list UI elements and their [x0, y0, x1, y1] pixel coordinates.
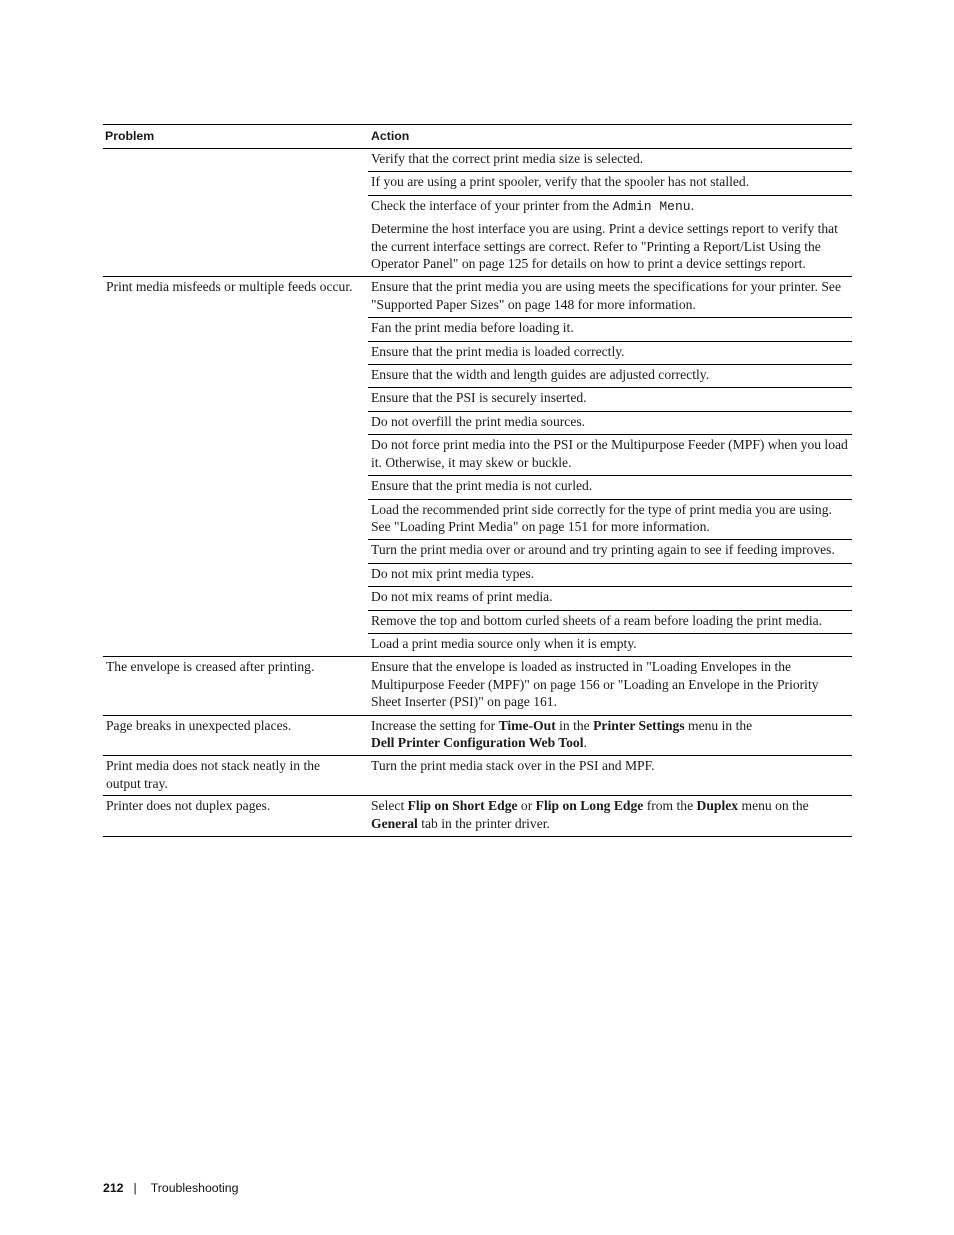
action-text: Check the interface of your printer from the — [371, 197, 613, 213]
action-item: Load the recommended print side correctly for the type of print media you are using. See "Loading Print Media" on page 151 for more information. — [368, 500, 852, 541]
menu-name: Duplex — [696, 798, 739, 814]
actions-cell — [368, 149, 852, 276]
actions-cell — [368, 716, 852, 756]
action-item: Ensure that the print media you are using meets the specifications for your printer. See "Supported Paper Sizes" on page 148 for more information. — [368, 277, 852, 318]
action-item: Remove the top and bottom curled sheets of a ream before loading the print media. — [368, 611, 852, 634]
actions-cell — [368, 657, 852, 714]
action-item — [368, 796, 852, 836]
problem-cell — [103, 149, 368, 276]
action-text: or — [517, 798, 536, 814]
action-item: Do not force print media into the PSI or the Multipurpose Feeder (MPF) when you load it. Otherwise, it may skew or buckle. — [368, 435, 852, 476]
actions-cell — [368, 277, 852, 656]
action-item — [368, 196, 852, 219]
tab-name: General — [371, 815, 418, 831]
action-item: Ensure that the width and length guides are adjusted correctly. — [368, 365, 852, 388]
action-item: Do not mix reams of print media. — [368, 587, 852, 610]
action-text: . — [583, 734, 587, 750]
action-text: in the — [555, 717, 594, 733]
action-item: Verify that the correct print media size is selected. — [368, 149, 852, 172]
menu-name: Printer Settings — [593, 717, 685, 733]
footer-separator: | — [133, 1181, 137, 1195]
troubleshooting-table — [103, 124, 852, 837]
option-name: Flip on Long Edge — [535, 798, 644, 814]
table-row — [103, 716, 852, 757]
action-item: Turn the print media over or around and try printing again to see if feeding improves. — [368, 540, 852, 563]
action-text: from the — [643, 798, 697, 814]
action-item: Do not mix print media types. — [368, 564, 852, 587]
action-item — [368, 716, 852, 756]
action-text: menu in the — [684, 717, 753, 733]
table-row — [103, 796, 852, 837]
actions-cell — [368, 796, 852, 836]
tool-name: Dell Printer Configuration Web Tool — [371, 734, 584, 750]
table-row — [103, 149, 852, 277]
setting-name: Time-Out — [498, 717, 556, 733]
table-row — [103, 277, 852, 657]
action-item: Ensure that the print media is not curled. — [368, 476, 852, 499]
action-item: Ensure that the print media is loaded correctly. — [368, 342, 852, 365]
action-text: Increase the setting for — [371, 717, 499, 733]
problem-cell: Page breaks in unexpected places. — [106, 717, 292, 733]
table-row — [103, 657, 852, 715]
problem-cell: Print media misfeeds or multiple feeds occur. — [106, 279, 353, 295]
action-item: Ensure that the envelope is loaded as instructed in "Loading Envelopes in the Multipurpose Feeder (MPF)" on page 156 or "Loading an Envelope in the Priority Sheet Inserter (PSI)" on page 161. — [371, 659, 819, 710]
actions-cell — [368, 756, 852, 795]
action-item: If you are using a print spooler, verify that the spooler has not stalled. — [368, 172, 852, 195]
page-number: 212 — [103, 1181, 124, 1195]
action-item: Do not overfill the print media sources. — [368, 412, 852, 435]
action-text: . — [690, 197, 694, 213]
table-header — [103, 124, 852, 149]
menu-name-code: Admin Menu — [612, 198, 691, 214]
action-text: Select — [371, 798, 408, 814]
action-text: tab in the printer driver. — [417, 815, 550, 831]
header-action: Action — [371, 128, 410, 143]
action-text: menu on the — [738, 798, 809, 814]
option-name: Flip on Short Edge — [407, 798, 518, 814]
action-item: Turn the print media stack over in the PSI and MPF. — [371, 758, 655, 774]
problem-cell: The envelope is creased after printing. — [106, 659, 315, 675]
problem-cell: Printer does not duplex pages. — [106, 798, 271, 814]
action-item: Load a print media source only when it is empty. — [371, 635, 637, 651]
page-footer — [103, 1181, 238, 1195]
section-title: Troubleshooting — [150, 1181, 239, 1195]
action-item: Determine the host interface you are using. Print a device settings report to verify that the current interface settings are correct. Refer to "Printing a Report/List Using the Operator Panel" on page 125 for details on how to print a device settings report. — [371, 221, 838, 272]
action-item: Fan the print media before loading it. — [368, 318, 852, 341]
table-row — [103, 756, 852, 796]
problem-cell: Print media does not stack neatly in the output tray. — [106, 758, 321, 791]
header-problem: Problem — [105, 128, 155, 143]
action-item: Ensure that the PSI is securely inserted. — [368, 388, 852, 411]
